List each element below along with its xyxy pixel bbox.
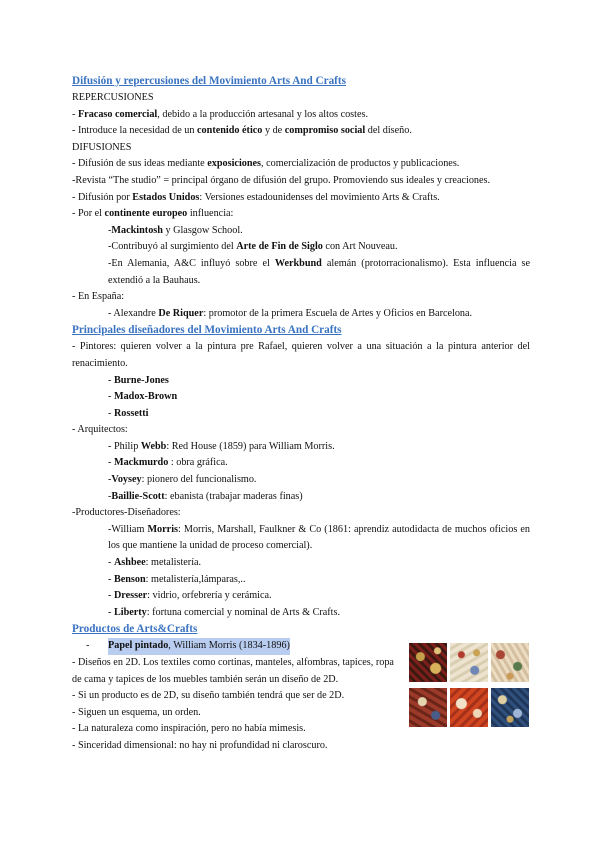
highlighted-text: Papel pintado, William Morris (1834-1896) [108, 638, 290, 655]
spain-line-1: - Alexandre De Riquer: promotor de la primera Escuela de Artes y Oficios en Barcelona. [108, 307, 473, 319]
arquitecto-item: -Baillie-Scott: ebanista (trabajar maderas finas) [108, 490, 303, 502]
heading-difusion: Difusión y repercusiones del Movimiento Arts And Crafts [72, 75, 346, 87]
label-productores: -Productores-Diseñadores: [72, 507, 181, 519]
productos-line: - Siguen un esquema, un orden. [72, 706, 201, 718]
heading-disenadores: Principales diseñadores del Movimiento Arts And Crafts [72, 324, 342, 337]
eu-line-3: -En Alemania, A&C influyó sobre el Werkbund alemán (protorracionalismo). Esta influencia se extendió a la Bauhaus. [108, 257, 530, 286]
bullet-dash: - [86, 640, 90, 652]
label-difusiones: DIFUSIONES [72, 141, 132, 153]
productos-line: - Diseños en 2D. Los textiles como cortinas, manteles, alfombras, tapices, ropa [72, 657, 394, 668]
productos-line: - Si un producto es de 2D, su diseño también tendrá que ser de 2D. [72, 690, 345, 702]
wallpaper-image [409, 643, 447, 682]
dif-line-1: - Difusión de sus ideas mediante exposiciones, comercialización de productos y publicaciones. [72, 158, 460, 170]
dif-line-2: -Revista “The studio” = principal órgano de difusión del grupo. Promoviendo sus ideales y creaciones. [72, 174, 491, 186]
productor-item: - Benson: metalistería,lámparas,.. [108, 573, 246, 585]
eu-line-2: -Contribuyó al surgimiento del Arte de Fin de Siglo con Art Nouveau. [108, 241, 398, 253]
productos-line: de cama y tapices de los muebles también serán un diseño de 2D. [72, 673, 339, 685]
pintor-item: - Rossetti [108, 407, 149, 419]
arquitecto-item: -Voysey: pionero del funcionalismo. [108, 474, 257, 486]
label-spain: - En España: [72, 291, 125, 303]
productor-item: - Ashbee: metalistería. [108, 557, 202, 569]
wallpaper-image [450, 643, 488, 682]
rep-line-1: - Fracaso comercial, debido a la producción artesanal y los altos costes. [72, 108, 369, 120]
dif-line-3: - Difusión por Estados Unidos: Versiones estadounidenses del movimiento Arts & Crafts. [72, 191, 440, 203]
heading-productos: Productos de Arts&Crafts [72, 623, 198, 636]
productor-item: - Liberty: fortuna comercial y nominal de Arts & Crafts. [108, 606, 341, 618]
rep-line-2: - Introduce la necesidad de un contenido ético y de compromiso social del diseño. [72, 125, 412, 137]
wallpaper-image [450, 688, 488, 727]
productos-line: - Sinceridad dimensional: no hay ni profundidad ni claroscuro. [72, 739, 328, 751]
label-arquitectos: - Arquitectos: [72, 424, 128, 436]
arquitecto-item: - Philip Webb: Red House (1859) para William Morris. [108, 440, 335, 452]
productor-item: - Dresser: vidrio, orfebrería y cerámica. [108, 590, 272, 602]
pintores-text: - Pintores: quieren volver a la pintura pre Rafael, quieren volver a una situación a la pintura anterior del renacimiento. [72, 341, 530, 369]
eu-line-1: -Mackintosh y Glasgow School. [108, 224, 243, 236]
wallpaper-image [409, 688, 447, 727]
wallpaper-image [491, 643, 529, 682]
pintor-item: - Burne-Jones [108, 374, 169, 386]
arquitecto-item: - Mackmurdo : obra gráfica. [108, 457, 228, 469]
morris-line: -William Morris: Morris, Marshall, Faulkner & Co (1861: aprendiz autodidacta de muchos oficios en los que mantiene la unidad de proceso comercial). [108, 523, 530, 552]
wallpaper-image [491, 688, 529, 727]
dif-line-4: - Por el continente europeo influencia: [72, 208, 234, 220]
productos-line: - La naturaleza como inspiración, pero no había mimesis. [72, 723, 306, 735]
label-repercusiones: REPERCUSIONES [72, 92, 154, 103]
pintor-item: - Madox-Brown [108, 391, 178, 403]
wallpaper-samples [409, 643, 529, 727]
